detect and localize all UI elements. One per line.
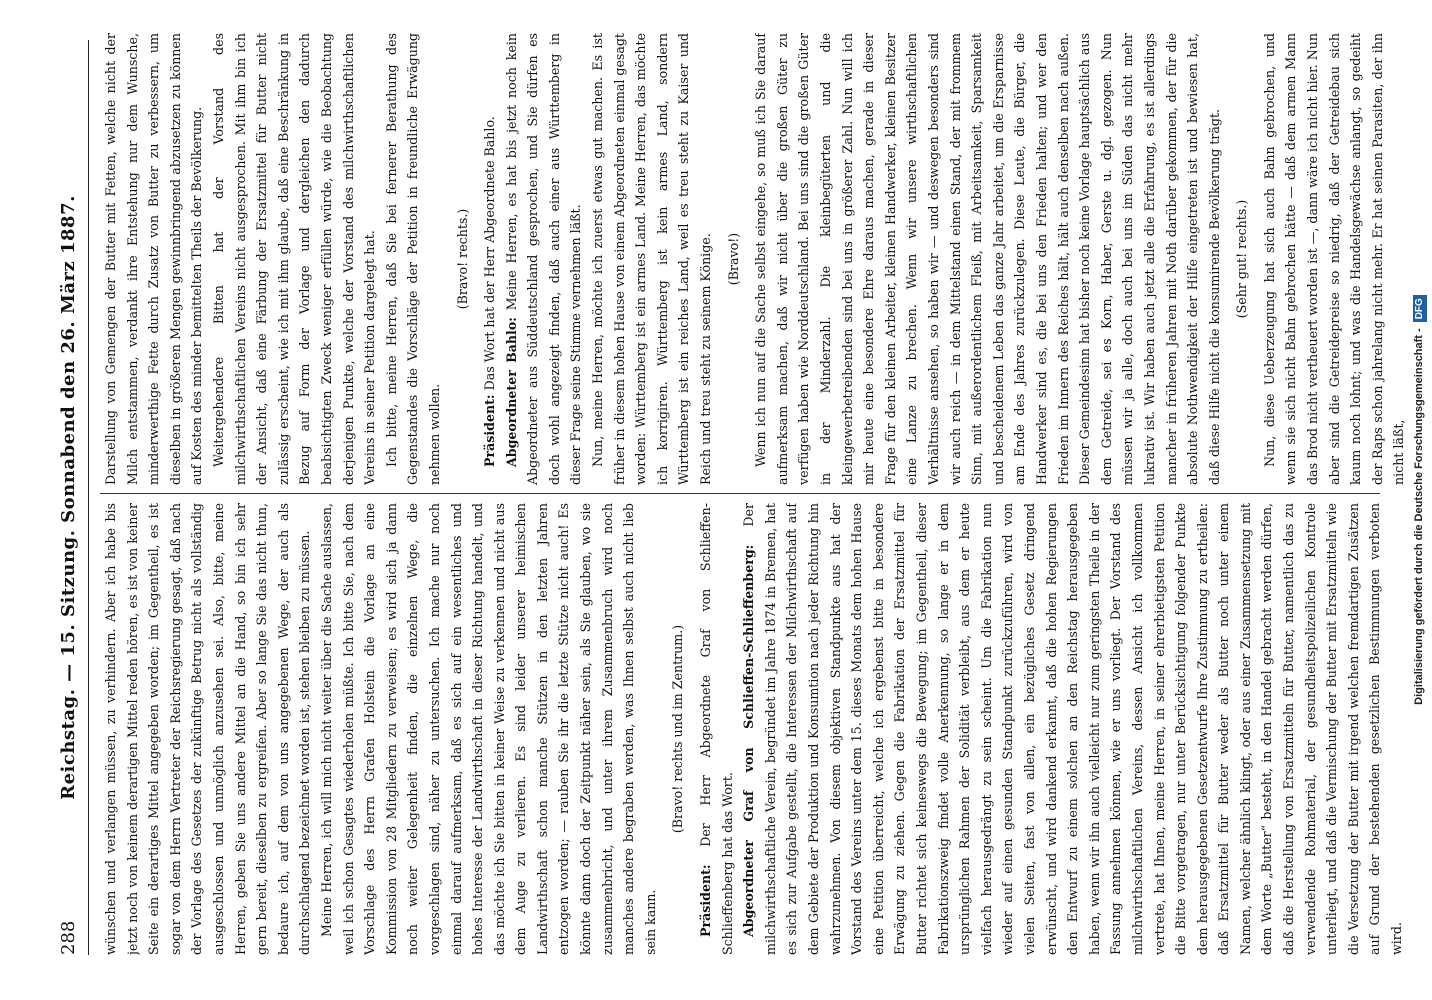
speaker-label: Präsident: <box>482 394 498 467</box>
paragraph <box>100 503 316 955</box>
column-divider <box>100 493 1380 494</box>
paragraph-text: Darstellung von Gemengen der Butter mit Fetten, welche nicht der Milch entstammen, verdankt ihre Entstehung nur dem Wunsche, minderwerthige Fette durch Zusatz von Butter zu verbessern, um dieselben in größeren Mengen gewinnbringend abzusetzen zu können auf Kosten des minder bemittelten Theils der Bevölkerung. <box>103 33 205 485</box>
page-number: 288 <box>58 920 79 955</box>
paragraph-text: wünschen und verlangen müssen, zu verhindern. Aber ich habe bis jetzt noch von keinem derartigen Mittel reden hören, es ist von keiner Seite ein derartiges Mittel angegeben worden; im Gegentheil, es ist sogar von dem Herrn Vertreter der Reichsregierung gesagt, daß nach der Vorlage des Gesetzes der zukünftige Betrug nicht als vollständig ausgeschlossen und unmöglich anzusehen sei. Also, bitte, meine Herren, geben Sie uns andere Mittel an die Hand, so bin ich sehr gern bereit, dieselben zu ergreifen. Aber so lange Sie das nicht thun, bedaure ich, auf dem von uns angegebenen Wege, der auch als durchschlagend bezeichnet worden ist, stehen bleiben zu müssen. <box>103 503 313 955</box>
paragraph <box>316 503 662 955</box>
paragraph <box>695 503 738 955</box>
header-rule <box>88 40 89 955</box>
paragraph-text: Wenn ich nun auf die Sache selbst eingehe, so muß ich Sie darauf aufmerksam machen, daß wir nicht über die großen Güter zu verfügen haben wie Norddeutschland. Bei uns sind die großen Güter in der Minderzahl. Die kleinbegüterten und die kleingewerbetreibenden sind bei uns in größerer Zahl. Nun will ich mir heute eine besondere Ehre daraus machen, gerade in dieser Frage für den kleinen Arbeiter, kleinen Handwerker, kleinen Besitzer eine Lanze zu brechen. Wenn wir unsere wirthschaftlichen Verhältnisse ansehen, so haben wir — und deswegen besonders sind wir auch reich — in dem Mittelstand einen Stand, der mit frommem Sinn, mit außerordentlichem Fleiß, mit Arbeitsamkeit, Sparsamkeit und bescheidenem Leben das ganze Jahr arbeitet, um die Ersparnisse am Ende des Jahres zurückzulegen. Diese Leute, die Bürger, die Handwerker sind es, die bei uns den Frieden halten; und wer den Frieden im Innern des Reiches hält, hält auch denselben nach außen. Dieser Gemeindesinn hat bisher noch keine Vorlage hauptsächlich aus dem Getreide, sei es Korn, Haber, Gerste u. dgl. gezogen. Nun müssen wir ja alle, doch auch bei uns im Süden das nicht mehr lukrativ ist. Wir haben auch jetzt alle die Erfahrung, es ist allerdings mancher in früheren Jahren mit Noth darüber gekommen, der für die absolute Nothwendigkeit der Hilfe eingetreten ist und bewiesen hat, daß diese Hilfe nicht die konsumirende Bevölkerung trägt. <box>753 33 1222 485</box>
paragraph-text: Meine Herren, ich will mich nicht weiter über die Sache auslassen, weil ich schon Gesagtes wiederholen müßte. Ich bitte Sie, nach dem Vorschlage des Herrn Grafen Holstein die Vorlage an eine Kommission von 28 Mitgliedern zu verweisen; es wird sich ja dann noch weiter Gelegenheit finden, die einzelnen Wege, die vorgeschlagen sind, näher zu untersuchen. Ich mache nur noch einmal darauf aufmerksam, daß es sich auf ein wesentliches und hohes Interesse der Landwirthschaft in dieser Richtung handelt, und das möchte ich Sie bitten in keiner Weise zu verkennen und nicht aus dem Auge zu verlieren. Es sind leider unserer heimischen Landwirthschaft schon manche Stützen in den letzten Jahren entzogen worden; — rauben Sie ihr die letzte Stütze nicht auch! Es könnte dann doch der Zeitpunkt näher sein, als Sie glauben, wo sie zusammenbricht, und unter ihrem Zusammenbruch wird noch manches andere begraben werden, was Ihnen selbst auch nicht lieb sein kann. <box>318 503 658 955</box>
dfg-logo: DFG <box>1413 295 1427 322</box>
left-column <box>100 503 1422 955</box>
paragraph <box>381 33 446 485</box>
paragraph-text: Der milchwirthschaftliche Verein, begründet im Jahre 1874 in Bremen, hat es sich zur Aufgabe gestellt, die Interessen der Milchwirthschaft auf dem Gebiete der Produktion und Konsumtion nach jeder Richtung hin wahrzunehmen. Von diesem objektiven Standpunkte aus hat der Vorstand des Vereins unter dem 15. dieses Monats dem hohen Hause eine Petition überreicht, welche ich ergebenst bitte in besondere Erwägung zu ziehen. Gegen die Fabrikation der Ersatzmittel für Butter richtet sich keineswegs die Bewegung; im Gegentheil, dieser Fabrikationszweig findet volle Anerkennung, so lange er in dem ursprünglichen Rahmen der Solidität verbleibt, aus dem er heute vielfach herausgedrängt zu sein scheint. Um die Fabrikation nun wieder auf einen gesunden Standpunkt zurückzuführen, wird von vielen Seiten, fast von allen, ein bezügliches Gesetz dringend erwünscht, und wird dankend erkannt, daß die hohen Regierungen den Entwurf zu einem solchen an den Reichstag herausgegeben haben, wenn wir ihn auch vielleicht nur zum geringsten Theile in der Fassung annehmen können, wie er uns vorliegt. Der Vorstand des milchwirthschaftlichen Vereins, dessen Ansicht ich vollkommen vertrete, hat Ihnen, meine Herren, in seiner ehrerbietigsten Petition die Bitte vorgetragen, nur unter Berücksichtigung folgender Punkte dem herausgegebenen Gesetzentwurfe Ihre Zustimmung zu ertheilen: daß Ersatzmittel für Butter weder als Butter noch unter einem Namen, welcher ähnlich klingt, oder aus einer Zusammensetzung mit dem Worte „Butter“ besteht, in den Handel gebracht werden dürfen, daß die Herstellung von Ersatzmitteln für Butter, namentlich das zu verwendende Rohmaterial, der gesundheitspolizeilichen Kontrole unterliegt, und daß die Vermischung der Butter mit Ersatzmitteln wie die Versetzung der Butter mit irgend welchen fremdartigen Zusätzen auf Grund der bestehenden gesetzlichen Bestimmungen verboten wird. <box>741 503 1405 955</box>
applause-note: (Bravo! rechts.) <box>454 208 470 310</box>
paragraph-text: Nun, meine Herren, möchte ich zuerst etwas gut machen. Es ist früher in diesem hohen Hause von einem Abgeordneten einmal gesagt worden: Württemberg ist ein armes Land. Meine Herren, das möchte ich korrigiren. Württemberg ist kein armes Land, sondern Württemberg ist ein reiches Land, weil es treu steht zu Kaiser und Reich und treu steht zu seinem Könige. <box>590 33 714 485</box>
paragraph-text: Der Herr Abgeordnete Graf von Schlieffen-Schlieffenberg hat das Wort. <box>698 503 735 955</box>
paragraph-text: Nun, diese Ueberzeugung hat sich auch Bahn gebrochen, und wenn sie sich nicht Bahn gebrochen hätte — daß dem armen Mann das Brod nicht vertheuert worden ist —, dann wäre ich nicht hier. Nun aber sind die Getreidepreise so niedrig, daß der Getreidebau sich kaum noch lohnt; und was die Handelsgewächse anlangt, so gedeiht der Raps schon jahrelang nicht mehr. Er hat seinen Parasiten, der ihn nicht läßt, <box>1261 33 1407 485</box>
paragraph <box>208 33 381 485</box>
right-column <box>100 33 1422 485</box>
paragraph <box>479 33 501 485</box>
paragraph <box>100 33 208 485</box>
page-header <box>58 40 86 955</box>
paragraph-text: Weitergehendere Bitten hat der Vorstand des milchwirthschaftlichen Vereins nicht ausgesprochen. Mit ihm bin ich der Ansicht, daß eine Färbung der Ersatzmittel für Butter nicht zulässig erscheint, wie ich mit ihm glaube, daß eine Beschränkung in Bezug auf Form der Vorlage und dergleichen den dadurch beabsichtigten Zweck weniger erfüllen würde, wie die Beobachtung derjenigen Punkte, welche der Vorstand des milchwirthschaftlichen Vereins in seiner Petition dargelegt hat. <box>210 33 378 485</box>
paragraph-text: Ich bitte, meine Herren, daß Sie bei fernerer Berathung des Gegenstandes die Vorschläge der Petition in freundliche Erwägung nehmen wollen. <box>383 33 442 485</box>
paragraph-text: Meine Herren, es hat bis jetzt noch kein Abgeordneter aus Süddeutschland gesprochen, und Sie dürfen es doch wohl angezeigt finden, daß auch einer aus Württemberg in dieser Frage seine Stimme vernehmen läßt. <box>503 33 584 485</box>
applause-note: (Sehr gut! rechts.) <box>1234 199 1250 319</box>
speaker-label: Präsident: <box>698 864 714 937</box>
paragraph-text: Das Wort hat der Herr Abgeordnete Bahlo. <box>482 116 498 395</box>
paragraph <box>750 33 1225 485</box>
paragraph <box>1259 33 1410 485</box>
sidebar-credit: Digitalisierung gefördert durch die Deutsche Forschungsgemeinschaft - <box>1413 328 1425 705</box>
applause-note: (Bravo! rechts und im Zentrum.) <box>670 624 686 834</box>
paragraph <box>587 33 717 485</box>
running-title: Reichstag. — 15. Sitzung. Sonnabend den 26. März 1887. <box>58 195 79 800</box>
speaker-label: Abgeordneter Bahlo: <box>503 317 519 467</box>
speaker-label: Abgeordneter Graf von Schlieffen-Schlieffenberg: <box>741 544 757 937</box>
digitization-sidebar <box>1408 0 1430 1000</box>
paragraph <box>738 503 1407 955</box>
applause-note: (Bravo!) <box>725 232 741 286</box>
sidebar-text-wrap <box>1408 0 1430 1000</box>
paragraph <box>501 33 587 485</box>
